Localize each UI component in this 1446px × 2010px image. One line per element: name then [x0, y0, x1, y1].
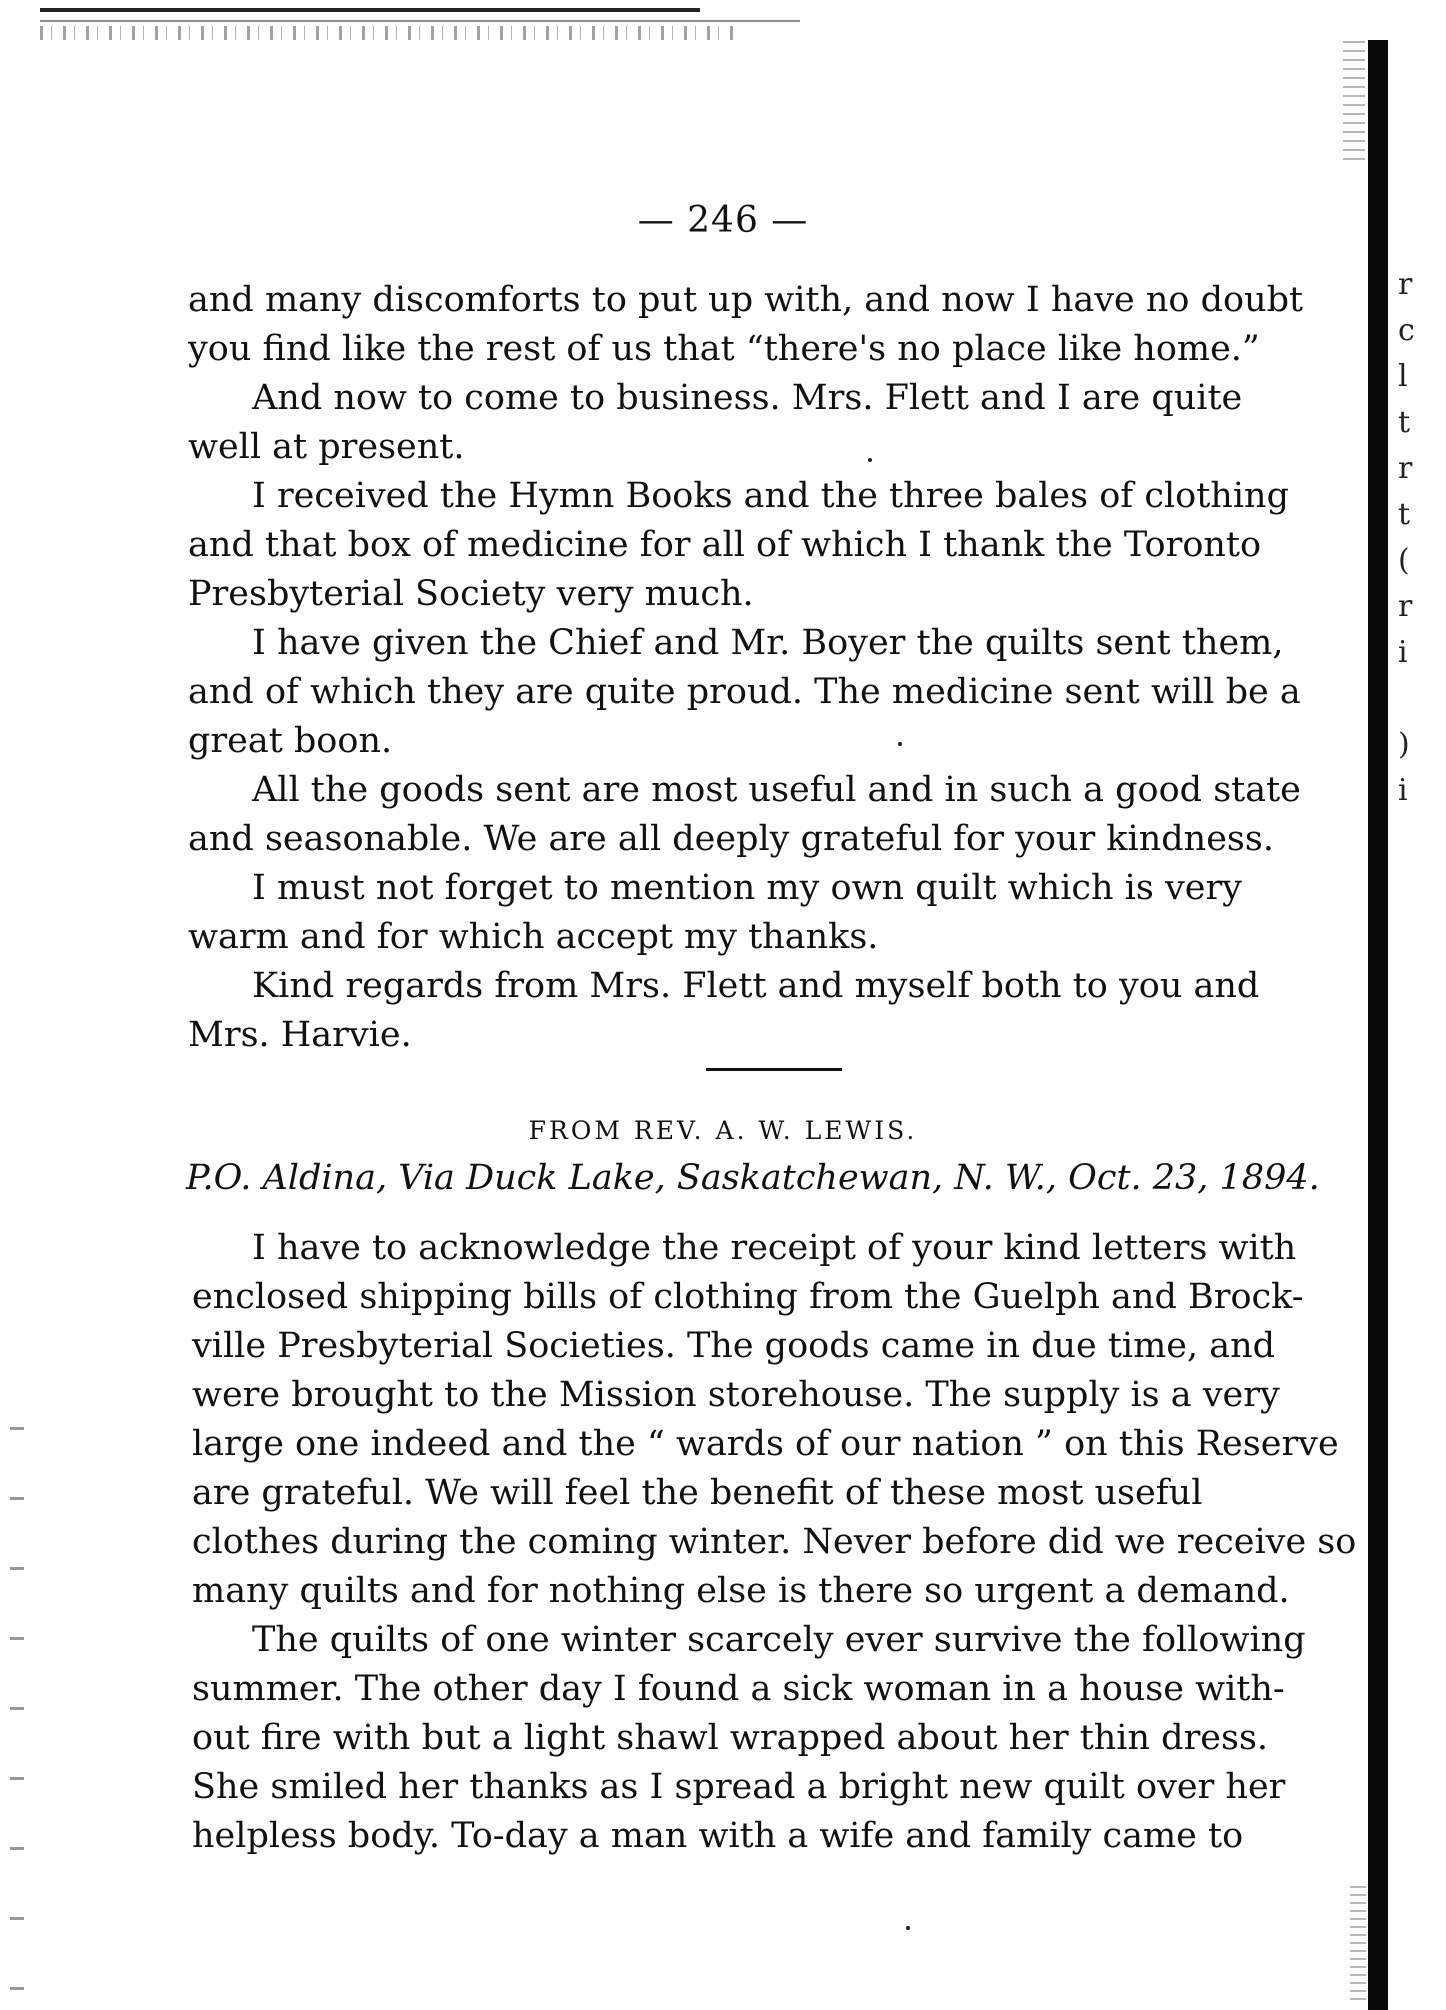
text-line: great boon.: [188, 721, 393, 761]
bleed-letter: i: [1398, 635, 1408, 670]
text-line: helpless body. To-day a man with a wife and family came to: [192, 1816, 1244, 1856]
bleed-letter: r: [1398, 267, 1413, 302]
text-line: I received the Hymn Books and the three bales of clothing: [252, 476, 1289, 516]
text-line: you find like the rest of us that “there's no place like home.”: [188, 329, 1260, 369]
bleed-letter: i: [1398, 773, 1408, 808]
text-line: and many discomforts to put up with, and now I have no doubt: [188, 280, 1304, 320]
text-line: large one indeed and the “ wards of our nation ” on this Reserve: [192, 1424, 1339, 1464]
text-line: Kind regards from Mrs. Flett and myself both to you and: [252, 966, 1260, 1006]
text-line: warm and for which accept my thanks.: [188, 917, 879, 957]
text-line: I have to acknowledge the receipt of your kind letters with: [252, 1228, 1297, 1268]
text-line: She smiled her thanks as I spread a bright new quilt over her: [192, 1767, 1286, 1807]
letter-heading: FROM REV. A. W. LEWIS.: [528, 1116, 918, 1145]
bleed-letter: ): [1398, 727, 1410, 762]
text-line: clothes during the coming winter. Never before did we receive so: [192, 1522, 1357, 1562]
facing-page-bleed: [1398, 262, 1438, 814]
text-line: ville Presbyterial Societies. The goods came in due time, and: [192, 1326, 1276, 1366]
text-line: enclosed shipping bills of clothing from the Guelph and Brock-: [192, 1277, 1304, 1317]
text-line: I have given the Chief and Mr. Boyer the quilts sent them,: [252, 623, 1284, 663]
top-edge-rule-thin: [40, 20, 800, 22]
text-line: out fire with but a light shawl wrapped about her thin dress.: [192, 1718, 1269, 1758]
bleed-letter: [1398, 676, 1438, 722]
text-line: were brought to the Mission storehouse. The supply is a very: [192, 1375, 1280, 1415]
page-number: — 246 —: [637, 200, 809, 241]
top-edge-noise: [40, 26, 740, 40]
bleed-letter: l: [1398, 359, 1408, 394]
text-line: and of which they are quite proud. The medicine sent will be a: [188, 672, 1301, 712]
text-line: Mrs. Harvie.: [188, 1015, 412, 1055]
text-line: are grateful. We will feel the benefit of these most useful: [192, 1473, 1203, 1513]
left-edge-specks: [10, 1390, 24, 1990]
text-line: I must not forget to mention my own quilt which is very: [252, 868, 1242, 908]
text-line: and that box of medicine for all of which I thank the Toronto: [188, 525, 1262, 565]
top-edge-rule: [40, 8, 700, 12]
text-line: All the goods sent are most useful and in such a good state: [252, 770, 1301, 810]
text-line: many quilts and for nothing else is there so urgent a demand.: [192, 1571, 1290, 1611]
text-line: summer. The other day I found a sick woman in a house with-: [192, 1669, 1285, 1709]
letter-dateline: P.O. Aldina, Via Duck Lake, Saskatchewan, N. W., Oct. 23, 1894.: [186, 1158, 1320, 1198]
ink-speck: [868, 458, 872, 462]
ink-speck: [898, 742, 902, 746]
bleed-letter: t: [1398, 497, 1411, 532]
text-line: and seasonable. We are all deeply grateful for your kindness.: [188, 819, 1274, 859]
text-line: Presbyterial Society very much.: [188, 574, 754, 614]
gutter-speckle: [1343, 40, 1365, 160]
bleed-letter: c: [1398, 313, 1415, 348]
gutter-speckle-bottom: [1350, 1880, 1366, 2000]
ink-speck: [906, 1926, 910, 1930]
bleed-letter: r: [1398, 589, 1413, 624]
bleed-letter: r: [1398, 451, 1413, 486]
text-line: well at present.: [188, 427, 465, 467]
bleed-letter: (: [1398, 543, 1410, 578]
text-line: And now to come to business. Mrs. Flett and I are quite: [252, 378, 1243, 418]
binding-gutter-shadow: [1368, 40, 1388, 2010]
bleed-letter: t: [1398, 405, 1411, 440]
section-divider: [706, 1068, 842, 1071]
text-line: The quilts of one winter scarcely ever survive the following: [252, 1620, 1306, 1660]
